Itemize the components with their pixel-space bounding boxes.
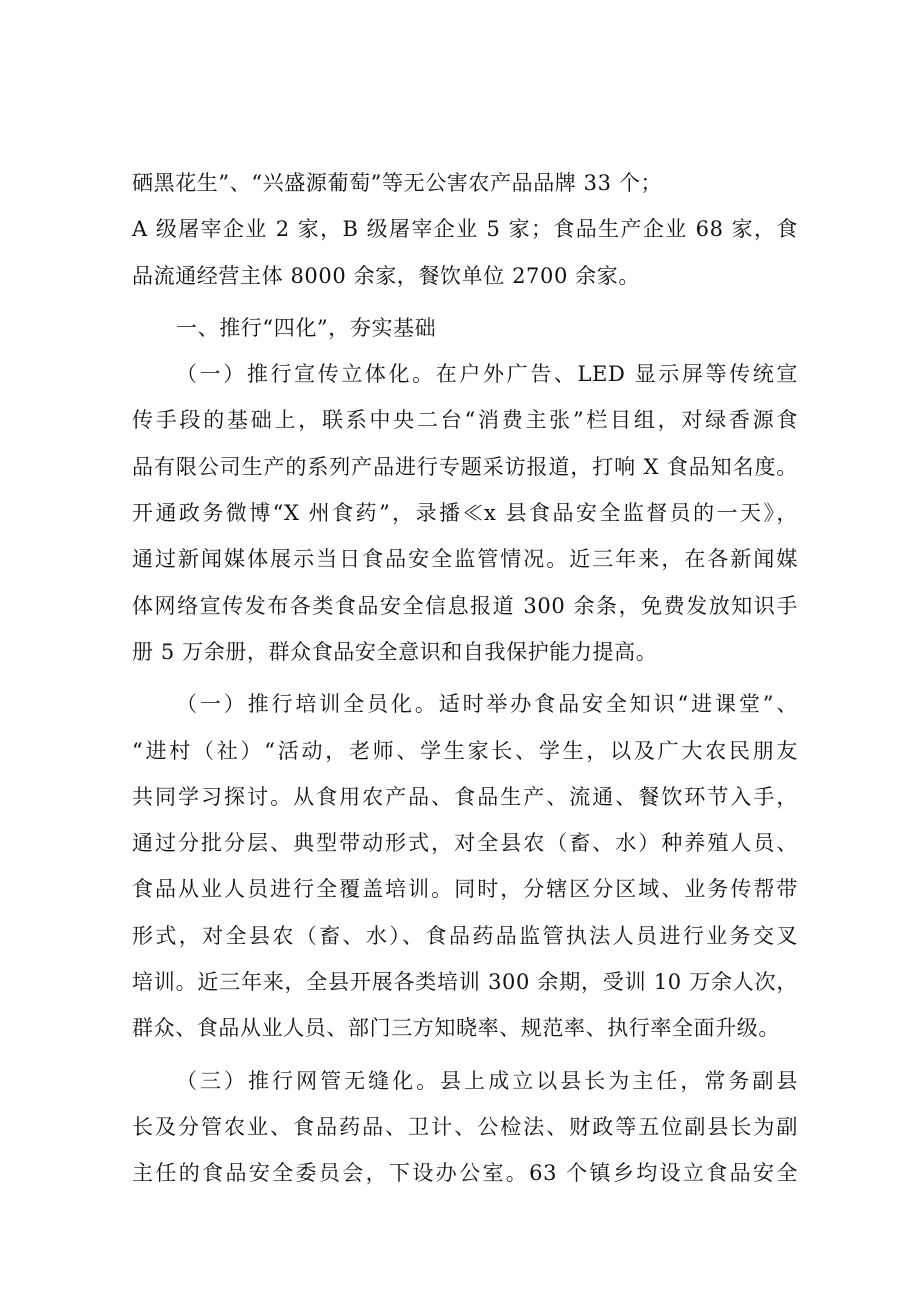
text-line: （一）推行培训全员化。适时举办食品安全知识“进课堂”、 (176, 692, 798, 717)
text-line: （一）推行宣传立体化。在户外广告、LED 显示屏等传统宣 (176, 362, 798, 387)
document-body (132, 160, 798, 1197)
text-line: 长及分管农业、食品药品、卫计、公检法、财政等五位副县长为副 (132, 1114, 798, 1139)
section-heading-one (132, 305, 798, 351)
text-line: 培训。近三年来，全县开展各类培训 300 余期，受训 10 万余人次， (132, 970, 798, 995)
text-line: “进村（社）“活动，老师、学生家长、学生，以及广大农民朋友 (132, 738, 798, 763)
text-line: 开通政务微博“X 州食药”，录播≪x 县食品安全监督员的一天》， (132, 501, 798, 526)
text-line: （三）推行网管无缝化。县上成立以县长为主任，常务副县 (176, 1068, 798, 1093)
paragraph-publicity (132, 351, 798, 675)
text-line: 硒黑花生”、“兴盛源葡萄”等无公害农产品品牌 33 个； (132, 171, 663, 195)
text-line: 通过新闻媒体展示当日食品安全监管情况。近三年来，在各新闻媒 (132, 547, 798, 572)
text-line: 册 5 万余册，群众食品安全意识和自我保护能力提高。 (132, 639, 658, 664)
paragraph-intro-continued (132, 160, 798, 299)
text-line: 群众、食品从业人员、部门三方知晓率、规范率、执行率全面升级。 (132, 1016, 780, 1041)
text-line: 食品从业人员进行全覆盖培训。同时，分辖区分区域、业务传帮带 (132, 877, 798, 902)
section-heading: 一、推行“四化”，夯实基础 (176, 315, 437, 340)
text-line: 主任的食品安全委员会，下设办公室。63 个镇乡均设立食品安全 (132, 1161, 798, 1186)
text-line: 传手段的基础上，联系中央二台“消费主张”栏目组，对绿香源食 (132, 408, 798, 433)
text-line: 体网络宣传发布各类食品安全信息报道 300 余条，免费发放知识手 (132, 593, 798, 618)
paragraph-network-management (132, 1058, 798, 1197)
text-line: A 级屠宰企业 2 家，B 级屠宰企业 5 家；食品生产企业 68 家，食 (132, 217, 798, 242)
text-line: 共同学习探讨。从食用农产品、食品生产、流通、餐饮环节入手， (132, 784, 798, 809)
text-line: 通过分批分层、典型带动形式，对全县农（畜、水）种养殖人员、 (132, 831, 798, 856)
text-line: 品有限公司生产的系列产品进行专题采访报道，打响 X 食品知名度。 (132, 454, 798, 479)
paragraph-training (132, 681, 798, 1051)
text-line: 品流通经营主体 8000 余家，餐饮单位 2700 余家。 (132, 263, 640, 288)
text-line: 形式，对全县农（畜、水）、食品药品监管执法人员进行业务交叉 (132, 923, 798, 948)
